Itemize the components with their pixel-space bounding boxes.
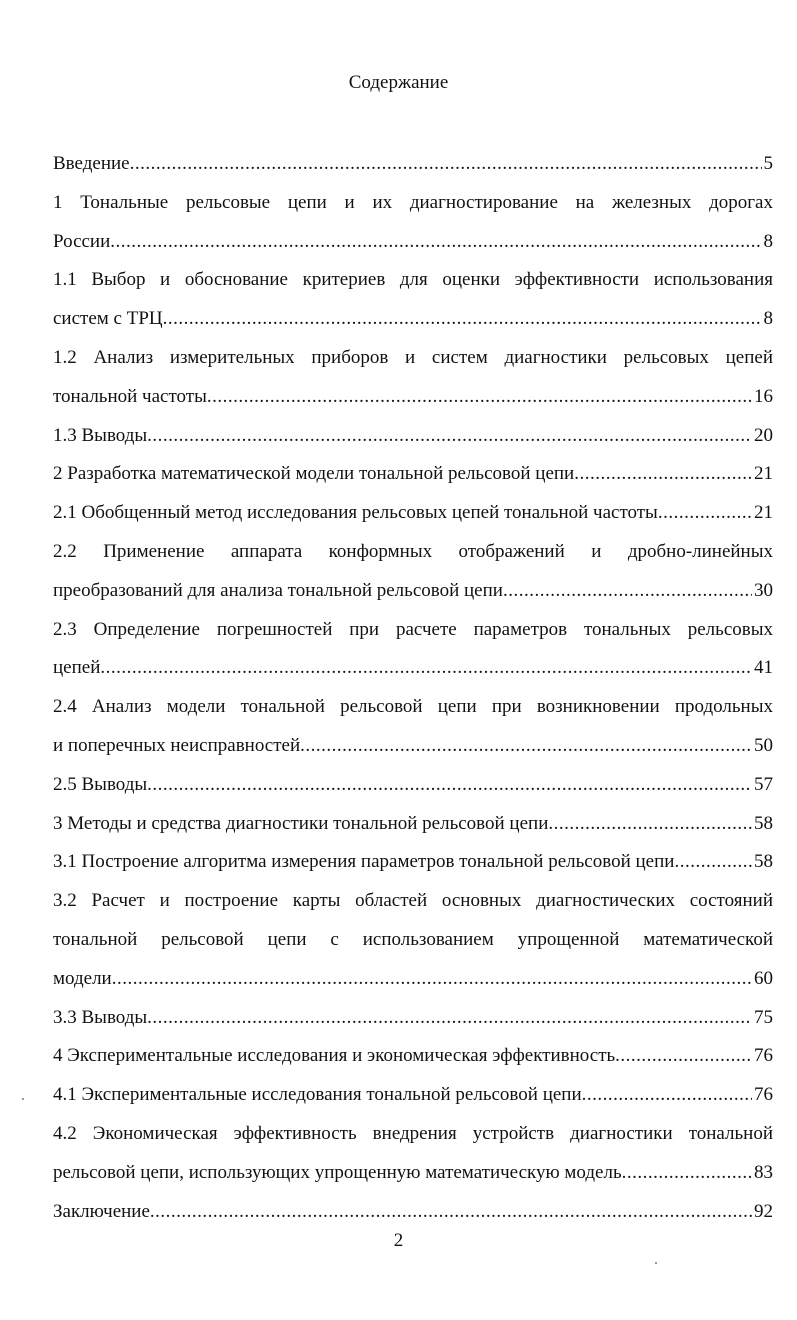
toc-entry-page: 41 — [754, 657, 773, 679]
dot-leader — [674, 843, 752, 882]
toc-entry-label: 2.5 Выводы — [53, 773, 148, 795]
toc-entry-heading-line: 4.2 Экономическая эффективность внедрения устройств диагностики тональной — [53, 1122, 773, 1144]
toc-entry-page: 76 — [754, 1045, 773, 1067]
toc-entry-label: систем с ТРЦ — [53, 308, 163, 330]
toc-entry-label: России — [53, 230, 111, 252]
toc-entry-label: цепей — [53, 657, 101, 679]
toc-entry[interactable] — [53, 1193, 773, 1232]
toc-entry-page: 5 — [763, 153, 773, 174]
toc-entry-heading-line: 2.3 Определение погрешностей при расчете параметров тональных рельсовых — [53, 618, 773, 640]
dot-leader — [615, 1037, 752, 1076]
toc-entry-page: 60 — [754, 967, 773, 989]
toc-entry-page: 92 — [754, 1200, 773, 1222]
toc-entry-label: рельсовой цепи, использующих упрощенную математическую модель — [53, 1161, 622, 1183]
scan-speck — [655, 1262, 657, 1264]
dot-leader — [147, 766, 752, 805]
toc-entry-heading-line: 2.4 Анализ модели тональной рельсовой цепи при возникновении продольных — [53, 696, 773, 718]
dot-leader — [112, 960, 752, 999]
toc-entry-page: 58 — [754, 851, 773, 873]
dot-leader — [548, 805, 752, 844]
toc-entry-label: преобразований для анализа тональной рельсовой цепи — [53, 579, 503, 601]
toc-entry-label: 3.3 Выводы — [53, 1006, 148, 1028]
toc-entry-label: и поперечных неисправностей — [53, 734, 301, 756]
toc-entry[interactable] — [53, 611, 773, 689]
toc-entry-label: 3.1 Построение алгоритма измерения параметров тональной рельсовой цепи — [53, 851, 675, 873]
toc-entry-page: 20 — [754, 424, 773, 446]
toc-entry[interactable] — [53, 184, 773, 262]
toc-entry-page: 57 — [754, 773, 773, 795]
toc-entry-label: Введение — [53, 153, 130, 174]
dot-leader — [574, 455, 752, 494]
toc-entry[interactable] — [53, 1037, 773, 1076]
dot-leader — [503, 572, 752, 611]
toc-entry[interactable] — [53, 882, 773, 998]
toc-entry[interactable] — [53, 494, 773, 533]
toc-entry[interactable] — [53, 999, 773, 1038]
scan-speck — [22, 1098, 24, 1100]
toc-entry[interactable] — [53, 339, 773, 417]
table-of-contents — [53, 145, 773, 1231]
dot-leader — [582, 1076, 752, 1115]
page-title: Содержание — [348, 72, 449, 93]
toc-entry-label: 3 Методы и средства диагностики тональной рельсовой цепи — [53, 812, 549, 834]
toc-entry-label: 1.3 Выводы — [53, 424, 148, 446]
toc-entry-heading-line: 1 Тональные рельсовые цепи и их диагностирование на железных дорогах — [53, 191, 773, 213]
toc-entry-page: 50 — [754, 734, 773, 756]
toc-entry-label: 4.1 Экспериментальные исследования тональной рельсовой цепи — [53, 1084, 582, 1106]
toc-entry[interactable] — [53, 805, 773, 844]
toc-entry-label: 4 Экспериментальные исследования и экономическая эффективность — [53, 1045, 616, 1067]
dot-leader — [622, 1154, 752, 1193]
toc-entry[interactable] — [53, 766, 773, 805]
dot-leader — [110, 223, 761, 262]
dot-leader — [207, 378, 752, 417]
toc-entry-label: тональной частоты — [53, 385, 207, 407]
toc-entry[interactable] — [53, 533, 773, 611]
toc-entry[interactable] — [53, 145, 773, 184]
toc-entry-label: 2.1 Обобщенный метод исследования рельсовых цепей тональной частоты — [53, 502, 658, 524]
toc-entry-heading-line: 3.2 Расчет и построение карты областей основных диагностических состояний — [53, 890, 773, 912]
dot-leader — [150, 1193, 752, 1232]
toc-entry-page: 76 — [754, 1084, 773, 1106]
toc-entry-heading-line: 2.2 Применение аппарата конформных отображений и дробно-линейных — [53, 540, 773, 562]
toc-entry-page: 75 — [754, 1006, 773, 1028]
toc-entry-label: 2 Разработка математической модели тональной рельсовой цепи — [53, 463, 575, 485]
dot-leader — [147, 417, 752, 456]
toc-entry-page: 16 — [754, 385, 773, 407]
toc-entry-heading-line: 1.2 Анализ измерительных приборов и систем диагностики рельсовых цепей — [53, 346, 773, 368]
toc-entry[interactable] — [53, 1076, 773, 1115]
toc-entry[interactable] — [53, 688, 773, 766]
toc-entry-page: 83 — [754, 1161, 773, 1183]
dot-leader — [147, 999, 752, 1038]
toc-entry-page: 58 — [754, 812, 773, 834]
toc-entry-page: 21 — [754, 502, 773, 524]
dot-leader — [100, 649, 752, 688]
toc-entry-label: модели — [53, 967, 112, 989]
dot-leader — [658, 494, 752, 533]
toc-entry-page: 8 — [763, 230, 773, 252]
toc-entry[interactable] — [53, 843, 773, 882]
toc-entry-label: Заключение — [53, 1200, 150, 1222]
toc-entry-page: 21 — [754, 463, 773, 485]
dot-leader — [163, 300, 762, 339]
toc-entry[interactable] — [53, 417, 773, 456]
toc-entry[interactable] — [53, 455, 773, 494]
toc-entry-page: 30 — [754, 579, 773, 601]
toc-entry-page: 8 — [763, 308, 773, 330]
page-number: 2 — [393, 1230, 404, 1251]
toc-entry[interactable] — [53, 261, 773, 339]
dot-leader — [300, 727, 752, 766]
toc-entry-heading-line: тональной рельсовой цепи с использованием упрощенной математической — [53, 928, 773, 950]
toc-entry[interactable] — [53, 1115, 773, 1193]
toc-entry-heading-line: 1.1 Выбор и обоснование критериев для оценки эффективности использования — [53, 269, 773, 291]
dot-leader — [130, 145, 762, 184]
